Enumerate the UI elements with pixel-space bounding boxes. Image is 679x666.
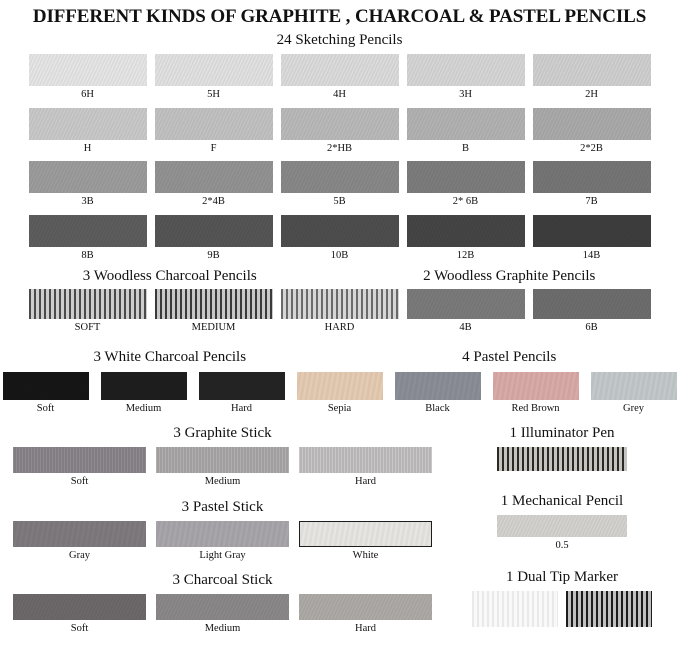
- swatch-f: [155, 108, 273, 140]
- swatch-cell: [395, 372, 481, 420]
- swatch-light-gray-pastel-stick: [156, 521, 289, 547]
- swatch-cell: [156, 447, 289, 493]
- section-heading-dual-tip-marker: 1 Dual Tip Marker: [506, 569, 618, 586]
- swatch-label: 12B: [457, 250, 475, 262]
- swatch-hard-woodless-charcoal: [281, 289, 399, 319]
- swatch-row: [0, 108, 679, 160]
- swatch-label: Soft: [71, 623, 89, 635]
- swatch-6b: [407, 161, 525, 193]
- swatch-black-pastel: [395, 372, 481, 400]
- swatch-cell: [156, 594, 289, 640]
- swatch-row: [0, 161, 679, 213]
- swatch-label: Red Brown: [511, 403, 559, 415]
- swatch-soft-charcoal-stick: [13, 594, 146, 620]
- swatch-red-brown-pastel: [493, 372, 579, 400]
- swatch-cell: [156, 521, 289, 567]
- swatch-4b-woodless-graphite: [407, 289, 525, 319]
- swatch-row-pastel-stick: [13, 521, 432, 567]
- swatch-label: Soft: [37, 403, 55, 415]
- swatch-cell: [299, 447, 432, 493]
- right-column: [445, 421, 679, 629]
- swatch-5b: [281, 161, 399, 193]
- swatch-row-graphite-stick: [13, 447, 432, 493]
- swatch-4b: [155, 161, 273, 193]
- swatch-row-dual-tip: [472, 591, 652, 627]
- swatch-cell: [281, 161, 399, 213]
- swatch-cell: [281, 54, 399, 106]
- swatch-hard-charcoal-stick: [299, 594, 432, 620]
- swatch-9b: [155, 215, 273, 247]
- section-heading-charcoal-stick: 3 Charcoal Stick: [173, 572, 273, 589]
- swatch-cell: [533, 54, 651, 106]
- swatch-label: 2*4B: [202, 196, 225, 208]
- swatch-label: 4H: [333, 89, 346, 101]
- swatch-cell: [493, 372, 579, 420]
- swatch-cell: [533, 161, 651, 213]
- swatch-label: 9B: [207, 250, 219, 262]
- swatch-medium-graphite-stick: [156, 447, 289, 473]
- swatch-cell: [299, 521, 432, 567]
- swatch-3h: [407, 54, 525, 86]
- swatch-label: 2*HB: [327, 143, 352, 155]
- swatch-3b: [29, 161, 147, 193]
- section-heading-illuminator-pen: 1 Illuminator Pen: [510, 425, 615, 442]
- swatch-hb: [281, 108, 399, 140]
- swatch-soft-woodless-charcoal: [29, 289, 147, 319]
- swatch-cell: [155, 161, 273, 213]
- swatch-illuminator-pen: [497, 447, 627, 471]
- swatch-label: Medium: [126, 403, 162, 415]
- swatch-label: 14B: [583, 250, 601, 262]
- swatch-cell: [299, 594, 432, 640]
- swatch-cell: [533, 289, 651, 339]
- swatch-label: F: [211, 143, 217, 155]
- swatch-14b: [533, 215, 651, 247]
- swatch-label: 0.5: [555, 540, 568, 552]
- swatch-12b: [407, 215, 525, 247]
- section-headings-white-pastel: [0, 349, 679, 366]
- left-column: [0, 421, 445, 642]
- swatch-cell: [155, 108, 273, 160]
- swatch-label: 3H: [459, 89, 472, 101]
- swatch-cell: [155, 289, 273, 339]
- swatch-cell: [29, 161, 147, 213]
- swatch-cell: [29, 215, 147, 267]
- swatch-cell: [281, 215, 399, 267]
- swatch-row-woodless: [0, 289, 679, 339]
- swatch-label: Hard: [231, 403, 252, 415]
- swatch-b: [407, 108, 525, 140]
- swatch-label: Medium: [205, 476, 241, 488]
- swatch-label: 8B: [81, 250, 93, 262]
- section-heading-mechanical-pencil: 1 Mechanical Pencil: [501, 493, 623, 510]
- section-heading-pastel-stick: 3 Pastel Stick: [182, 499, 264, 516]
- swatch-cell: [407, 108, 525, 160]
- swatch-cell: [29, 54, 147, 106]
- swatch-8b: [29, 215, 147, 247]
- swatch-label: 5B: [333, 196, 345, 208]
- swatch-7b: [533, 161, 651, 193]
- swatch-cell: [101, 372, 187, 420]
- section-heading-woodless-charcoal: 3 Woodless Charcoal Pencils: [0, 268, 340, 285]
- swatch-label: 2H: [585, 89, 598, 101]
- swatch-cell: [29, 289, 147, 339]
- swatch-label: Soft: [71, 476, 89, 488]
- swatch-row-white-pastel: [0, 372, 679, 420]
- swatch-cell: [407, 161, 525, 213]
- poster-page: [0, 6, 679, 666]
- section-headings-woodless: [0, 268, 679, 285]
- swatch-cell: [297, 372, 383, 420]
- lower-columns: [0, 421, 679, 642]
- swatch-cell: [281, 289, 399, 339]
- swatch-cell: [3, 372, 89, 420]
- swatch-label: B: [462, 143, 469, 155]
- swatch-label: HARD: [325, 322, 355, 334]
- swatch-label: 7B: [585, 196, 597, 208]
- swatch-mechanical-pencil: [497, 515, 627, 537]
- swatch-10b: [281, 215, 399, 247]
- swatch-5h: [155, 54, 273, 86]
- swatch-gray-pastel-stick: [13, 521, 146, 547]
- swatch-cell: [533, 108, 651, 160]
- swatch-row-charcoal-stick: [13, 594, 432, 640]
- swatch-label: MEDIUM: [192, 322, 236, 334]
- swatch-cell: [407, 215, 525, 267]
- swatch-label: 5H: [207, 89, 220, 101]
- swatch-dual-tip-light: [472, 591, 558, 627]
- swatch-cell: [13, 521, 146, 567]
- swatch-hard-graphite-stick: [299, 447, 432, 473]
- section-sketching-pencils: [0, 32, 679, 266]
- swatch-cell: [13, 447, 146, 493]
- swatch-6b-woodless-graphite: [533, 289, 651, 319]
- swatch-label: Medium: [205, 623, 241, 635]
- swatch-label: Hard: [355, 476, 376, 488]
- swatch-label: 6B: [585, 322, 597, 334]
- swatch-row: [0, 54, 679, 106]
- swatch-cell: [407, 289, 525, 339]
- swatch-cell: [407, 54, 525, 106]
- swatch-2h: [533, 54, 651, 86]
- swatch-2b: [533, 108, 651, 140]
- swatch-label: 10B: [331, 250, 349, 262]
- swatch-cell: [29, 108, 147, 160]
- swatch-cell: [199, 372, 285, 420]
- swatch-label: 2* 6B: [453, 196, 478, 208]
- swatch-medium-woodless-charcoal: [155, 289, 273, 319]
- swatch-label: Light Gray: [199, 550, 245, 562]
- swatch-label: H: [84, 143, 92, 155]
- swatch-6h: [29, 54, 147, 86]
- swatch-label: White: [353, 550, 379, 562]
- swatch-label: 3B: [81, 196, 93, 208]
- swatch-label: Hard: [355, 623, 376, 635]
- swatch-cell: [13, 594, 146, 640]
- swatch-row: [0, 215, 679, 267]
- swatch-cell: [533, 215, 651, 267]
- swatch-4h: [281, 54, 399, 86]
- swatch-hard-white-charcoal: [199, 372, 285, 400]
- swatch-sepia-pastel: [297, 372, 383, 400]
- section-heading-pastel-pencils: 4 Pastel Pencils: [340, 349, 679, 366]
- swatch-label: Sepia: [328, 403, 351, 415]
- swatch-dual-tip-dark: [566, 591, 652, 627]
- section-heading-woodless-graphite: 2 Woodless Graphite Pencils: [340, 268, 679, 285]
- swatch-label: 6H: [81, 89, 94, 101]
- swatch-cell: [155, 54, 273, 106]
- swatch-cell: [591, 372, 677, 420]
- swatch-soft-white-charcoal: [3, 372, 89, 400]
- section-heading-graphite-stick: 3 Graphite Stick: [173, 425, 271, 442]
- swatch-label: Gray: [69, 550, 90, 562]
- section-heading-sketching: 24 Sketching Pencils: [0, 32, 679, 49]
- swatch-soft-graphite-stick: [13, 447, 146, 473]
- swatch-h: [29, 108, 147, 140]
- swatch-label: Black: [425, 403, 450, 415]
- swatch-medium-charcoal-stick: [156, 594, 289, 620]
- swatch-label: SOFT: [75, 322, 101, 334]
- page-title: DIFFERENT KINDS OF GRAPHITE , CHARCOAL & PASTEL PENCILS: [0, 6, 679, 28]
- swatch-label: 2*2B: [580, 143, 603, 155]
- swatch-cell: [281, 108, 399, 160]
- section-heading-white-charcoal: 3 White Charcoal Pencils: [0, 349, 340, 366]
- swatch-white-pastel-stick: [299, 521, 432, 547]
- swatch-label: Grey: [623, 403, 644, 415]
- swatch-label: 4B: [459, 322, 471, 334]
- swatch-medium-white-charcoal: [101, 372, 187, 400]
- swatch-grey-pastel: [591, 372, 677, 400]
- swatch-cell: [155, 215, 273, 267]
